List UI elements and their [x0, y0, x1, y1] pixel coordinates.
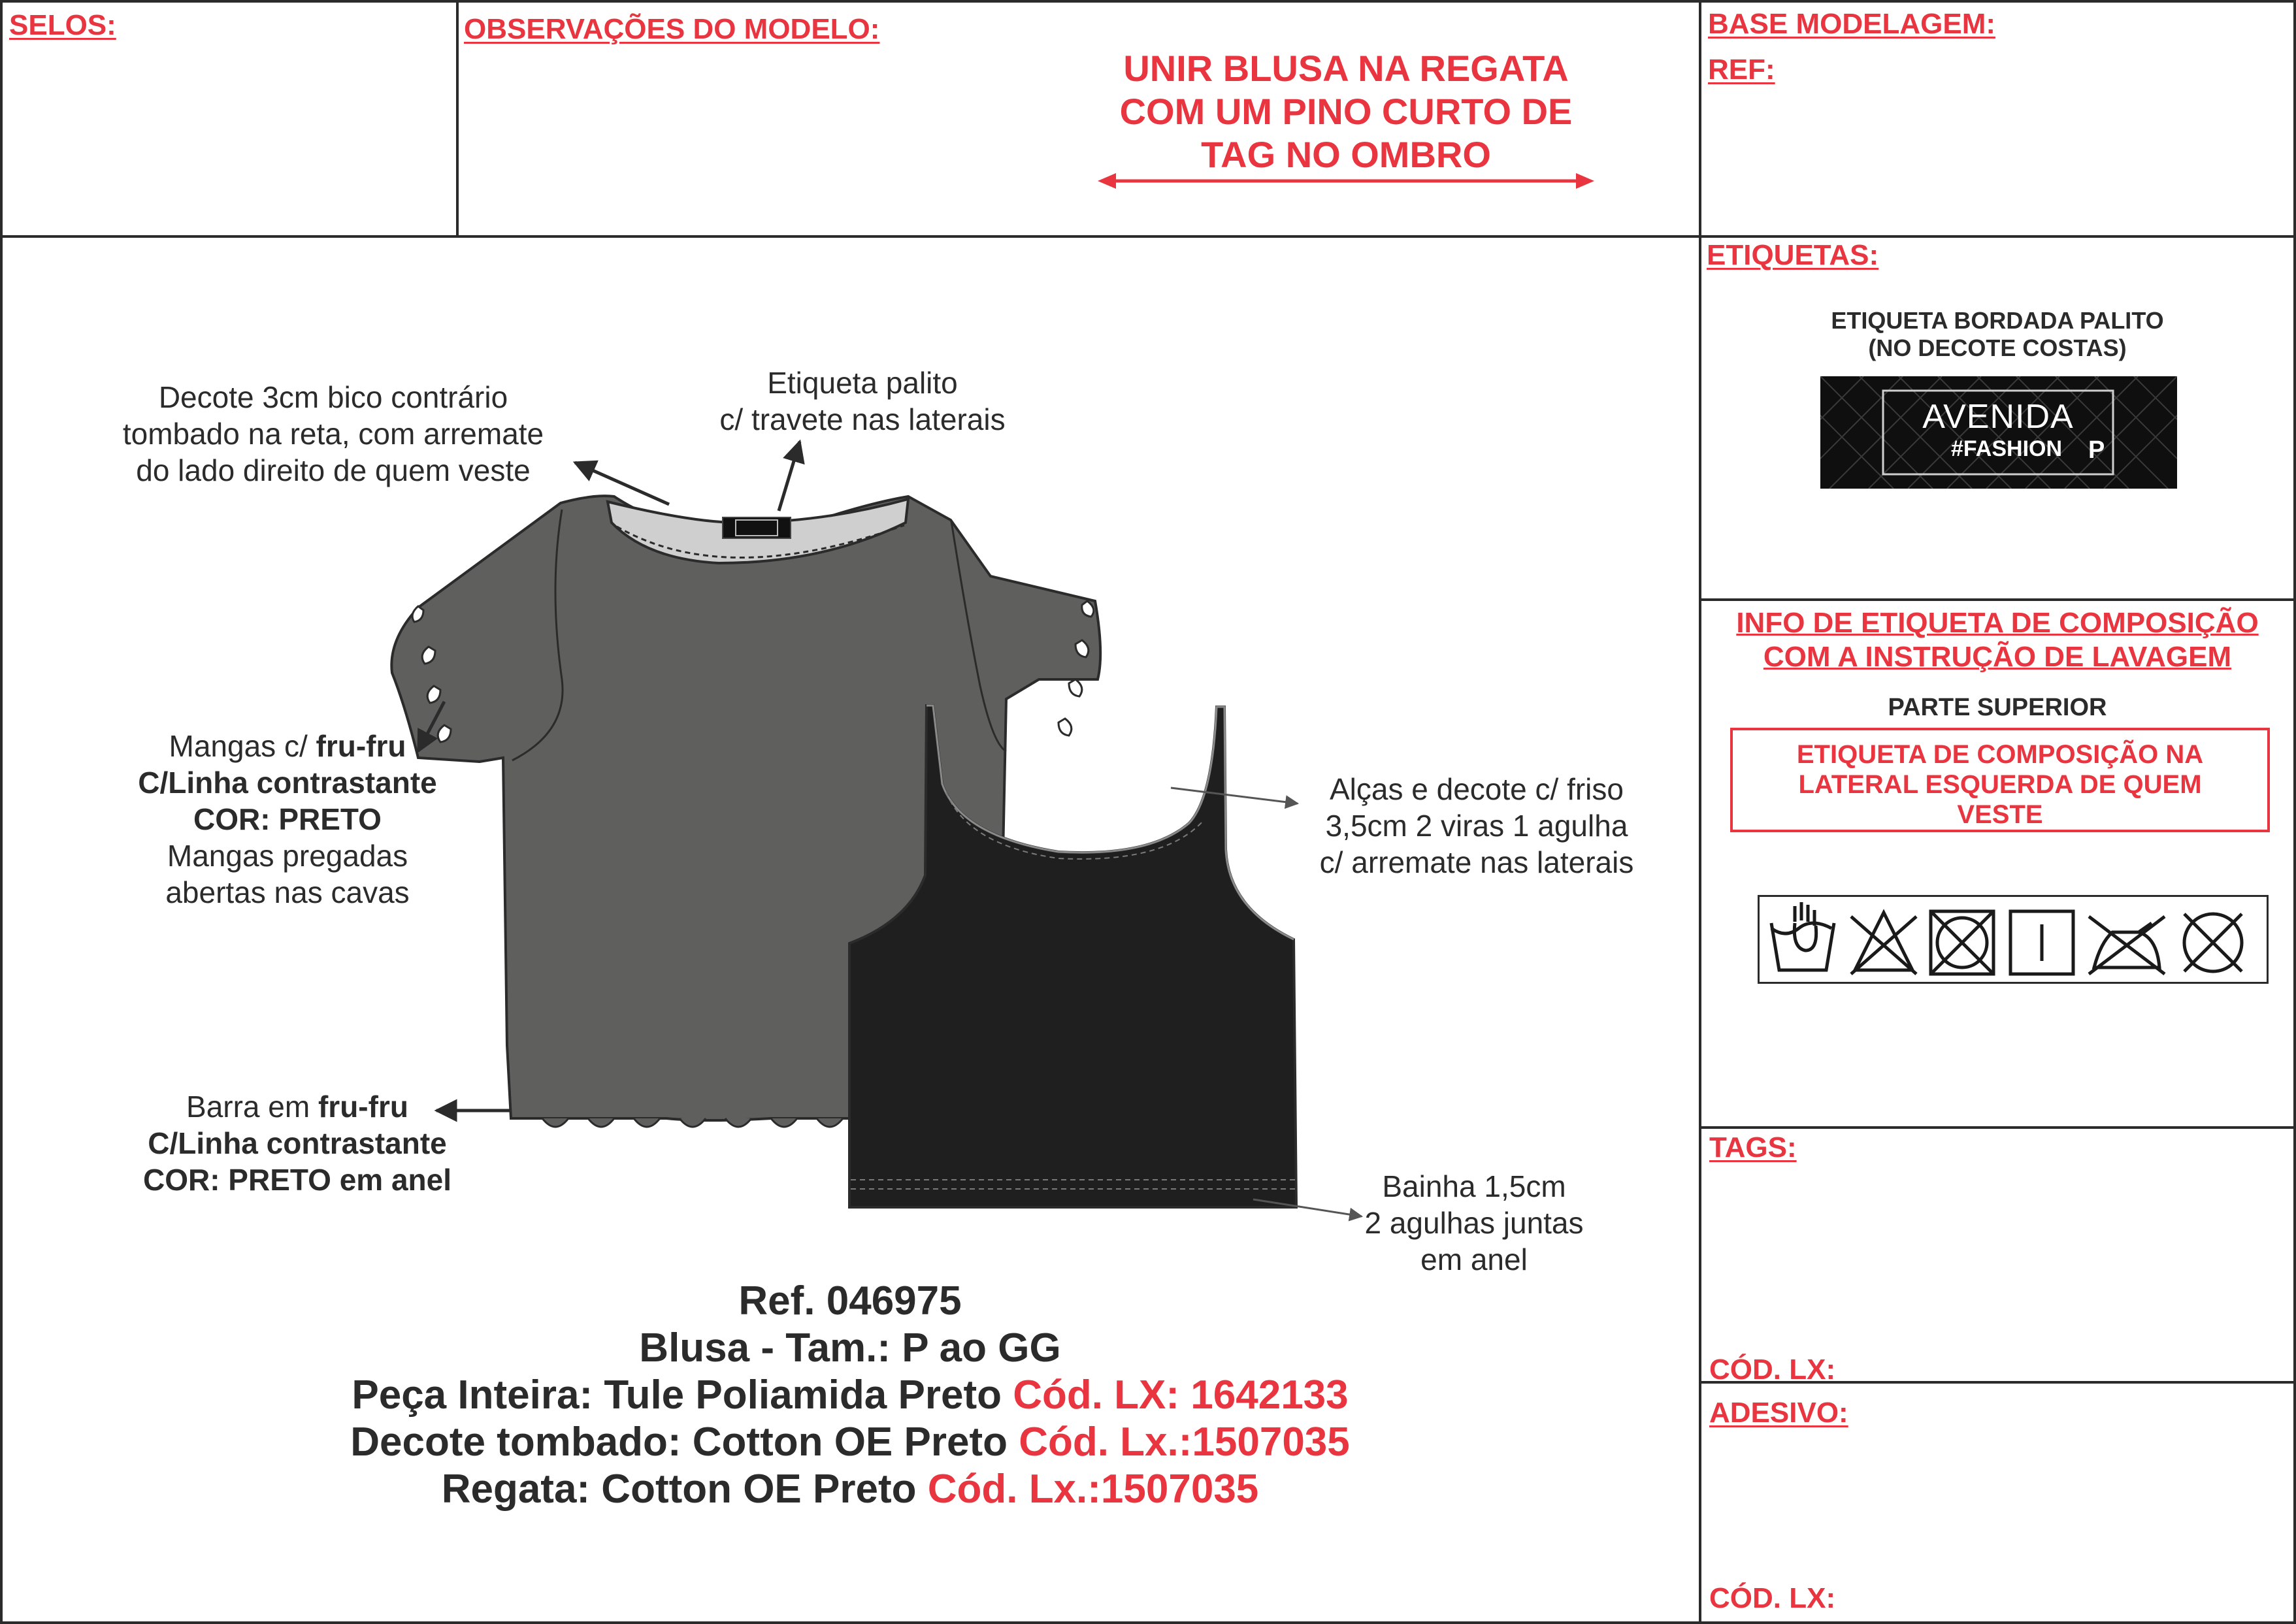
selos-header: SELOS:: [9, 9, 116, 41]
label-description: ETIQUETA BORDADA PALITO (NO DECOTE COSTAS): [1831, 307, 2164, 361]
label-brand: AVENIDA: [1922, 398, 2074, 436]
no-dry-clean-icon: [2184, 914, 2242, 971]
mangas-note: Mangas c/ fru-fru C/Linha contrastante COR: PRETO Mangas pregadas abertas nas cavas: [138, 729, 437, 909]
hand-wash-icon: [1771, 902, 1834, 970]
alcas-arrow: [1171, 788, 1298, 804]
parte-superior: PARTE SUPERIOR: [1888, 694, 2107, 721]
woven-label-image: [1820, 376, 2177, 489]
decote-note: Decote 3cm bico contrário tombado na reta, com arremate do lado direito de quem veste: [122, 380, 544, 487]
double-arrow: [1098, 171, 1594, 191]
tags-header: TAGS:: [1709, 1131, 1797, 1163]
composition-label-box: ETIQUETA DE COMPOSIÇÃO NA LATERAL ESQUERDA DE QUEM VESTE: [1730, 728, 2270, 832]
observation-note: UNIR BLUSA NA REGATA COM UM PINO CURTO DE TAG NO OMBRO: [1119, 48, 1573, 175]
spec-blusa: Blusa - Tam.: P ao GG: [639, 1325, 1061, 1371]
spec-decote: Decote tombado: Cotton OE Preto Cód. Lx.:1507035: [350, 1420, 1350, 1465]
line-dry-icon: [2010, 911, 2073, 974]
bainha-note: Bainha 1,5cm 2 agulhas juntas em anel: [1364, 1169, 1584, 1276]
adesivo-header: ADESIVO:: [1709, 1397, 1848, 1429]
etiqueta-arrow: [779, 442, 800, 511]
cod-lx-tags: CÓD. LX:: [1709, 1354, 1836, 1386]
barra-note: Barra em fru-fru C/Linha contrastante COR: PRETO em anel: [142, 1090, 452, 1197]
ref-header: REF:: [1708, 54, 1775, 86]
label-sub: #FASHION: [1951, 436, 2063, 461]
label-size: P: [2088, 436, 2105, 464]
cod-lx-adesivo: CÓD. LX:: [1709, 1582, 1836, 1614]
no-bleach-icon: [1851, 913, 1916, 974]
care-symbols-panel: [1758, 895, 2269, 984]
spec-block: [0, 1278, 1700, 1513]
etiqueta-note: Etiqueta palito c/ travete nas laterais: [719, 366, 1006, 436]
alcas-note: Alças e decote c/ friso 3,5cm 2 viras 1 agulha c/ arremate nas laterais: [1319, 772, 1634, 879]
base-modelagem-header: BASE MODELAGEM:: [1708, 8, 1995, 40]
observacoes-header: OBSERVAÇÕES DO MODELO:: [464, 13, 880, 45]
spec-regata: Regata: Cotton OE Preto Cód. Lx.:1507035: [441, 1467, 1259, 1512]
spec-ref: Ref. 046975: [738, 1278, 962, 1324]
no-iron-icon: [2089, 917, 2165, 974]
etiquetas-header: ETIQUETAS:: [1707, 239, 1879, 271]
composition-info-title: INFO DE ETIQUETA DE COMPOSIÇÃO COM A INSTRUÇÃO DE LAVAGEM: [1736, 607, 2259, 673]
no-tumble-dry-icon: [1931, 911, 1993, 974]
spec-peca: Peça Inteira: Tule Poliamida Preto Cód. LX: 1642133: [352, 1372, 1349, 1418]
